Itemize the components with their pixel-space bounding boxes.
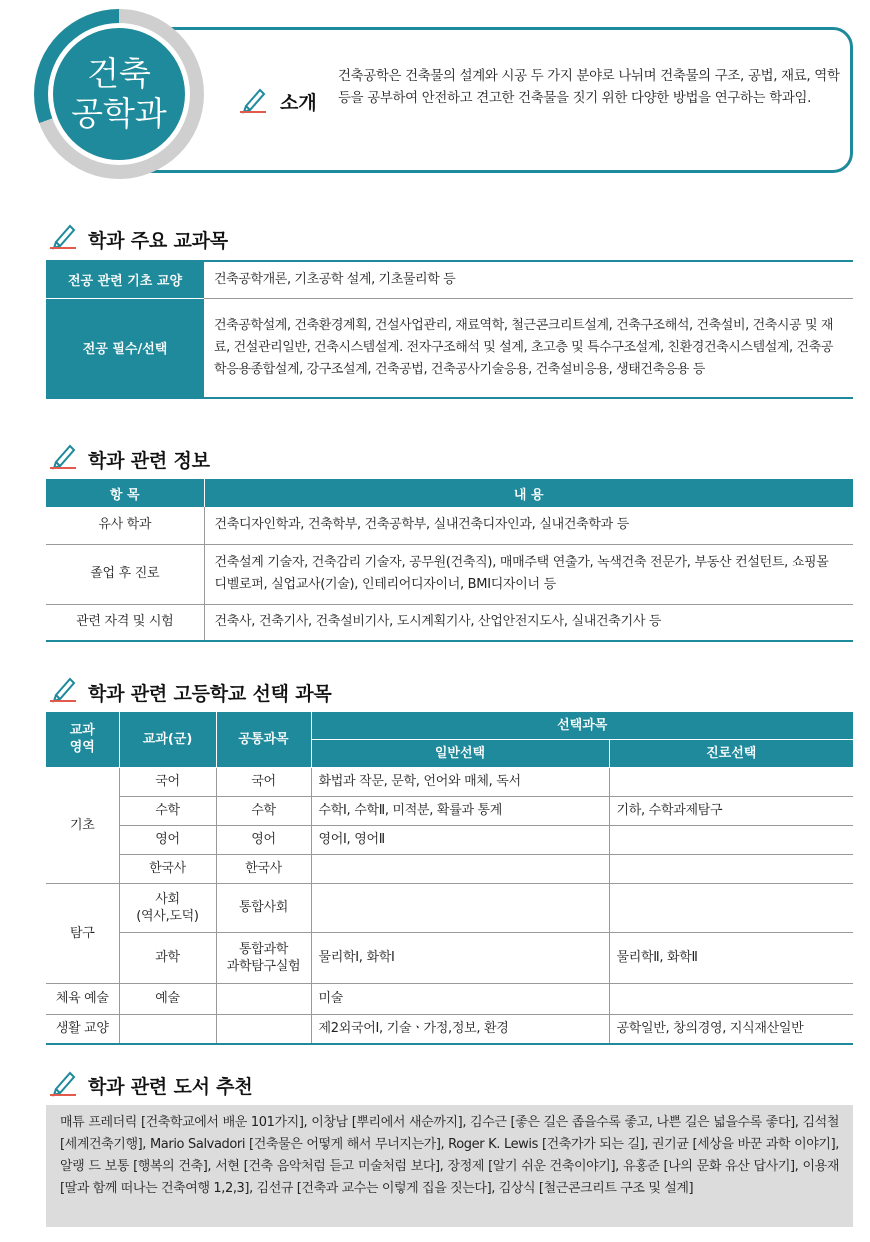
row-label: 유사 학과 (46, 507, 204, 544)
table-row (46, 298, 853, 398)
group-cell: 과학 (119, 932, 216, 983)
common-cell: 영어 (216, 825, 311, 854)
general-cell: 화법과 작문, 문학, 언어와 매체, 독서 (311, 767, 609, 796)
header-elective: 선택과목 (311, 712, 853, 739)
group-cell: 국어 (119, 767, 216, 796)
row-label: 관련 자격 및 시험 (46, 604, 204, 641)
header-general: 일반선택 (311, 739, 609, 767)
area-cell: 기초 (46, 767, 119, 883)
pencil-icon (48, 1067, 78, 1097)
common-cell: 통합과학 과학탐구실험 (216, 932, 311, 983)
department-badge (53, 28, 185, 160)
section-title-courses: 학과 주요 교과목 (88, 230, 228, 252)
section-title-info: 학과 관련 정보 (88, 450, 210, 472)
group-cell: 한국사 (119, 854, 216, 883)
row-label: 전공 관련 기초 교양 (46, 261, 204, 298)
row-value: 건축공학개론, 기초공학 설계, 기초물리학 등 (204, 261, 853, 298)
info-table (46, 479, 853, 642)
badge-line1: 건축 (87, 54, 151, 93)
table-row (46, 883, 853, 932)
table-row (46, 544, 853, 604)
header-career: 진로선택 (609, 739, 853, 767)
table-header-row (46, 712, 853, 739)
row-value: 건축공학설계, 건축환경계획, 건설사업관리, 재료역학, 철근콘크리트설계, 건축구조해석, 건축설비, 건축시공 및 재료, 건설관리일반, 건축시스템설계. 전자구조해석 및 설계, 초고층 및 특수구조설계, 친환경건축시스템설계, 건축공학응용종합설계, 강구조설계, 건축공법, 건축공사기술응용, 건축설비응용, 생태건축응용 등 (204, 298, 853, 398)
group-cell: 예술 (119, 983, 216, 1014)
courses-table (46, 260, 853, 399)
header-item: 항 목 (46, 479, 204, 507)
table-row (46, 507, 853, 544)
pencil-icon (48, 220, 78, 250)
row-value: 건축사, 건축기사, 건축설비기사, 도시계획기사, 산업안전지도사, 실내건축기사 등 (204, 604, 853, 641)
header-content: 내 용 (204, 479, 853, 507)
group-cell: 수학 (119, 796, 216, 825)
row-label: 전공 필수/선택 (46, 298, 204, 398)
common-cell: 수학 (216, 796, 311, 825)
general-cell (311, 883, 609, 932)
common-cell (216, 1014, 311, 1044)
table-row (46, 932, 853, 983)
table-header-row (46, 479, 853, 507)
group-cell: 영어 (119, 825, 216, 854)
row-label: 졸업 후 진로 (46, 544, 204, 604)
table-row (46, 604, 853, 641)
table-row (46, 1014, 853, 1044)
area-cell: 체육 예술 (46, 983, 119, 1014)
highschool-table (46, 712, 853, 1045)
general-cell: 영어Ⅰ, 영어Ⅱ (311, 825, 609, 854)
table-row (46, 854, 853, 883)
header-group: 교과(군) (119, 712, 216, 767)
group-cell (119, 1014, 216, 1044)
area-cell: 탐구 (46, 883, 119, 983)
intro-text: 건축공학은 건축물의 설계와 시공 두 가지 분야로 나뉘며 건축물의 구조, 공법, 재료, 역학 등을 공부하여 안전하고 견고한 건축물을 짓기 위한 다양한 방법을 연구하는 학과임. (338, 69, 840, 106)
pencil-icon (238, 84, 268, 114)
general-cell (311, 854, 609, 883)
general-cell: 수학Ⅰ, 수학Ⅱ, 미적분, 확률과 통계 (311, 796, 609, 825)
career-cell (609, 854, 853, 883)
row-value: 건축디자인학과, 건축학부, 건축공학부, 실내건축디자인과, 실내건축학과 등 (204, 507, 853, 544)
general-cell: 제2외국어Ⅰ, 기술ㆍ가정,정보, 환경 (311, 1014, 609, 1044)
header-area: 교과 영역 (46, 712, 119, 767)
area-cell: 생활 교양 (46, 1014, 119, 1044)
career-cell (609, 767, 853, 796)
common-cell (216, 983, 311, 1014)
career-cell: 물리학Ⅱ, 화학Ⅱ (609, 932, 853, 983)
table-row (46, 261, 853, 298)
row-value: 건축설계 기술자, 건축감리 기술자, 공무원(건축직), 매매주택 연출가, 녹색건축 전문가, 부동산 컨설턴트, 쇼핑몰 디벨로퍼, 실업교사(기술), 인테리어디자이너, BMI디자이너 등 (204, 544, 853, 604)
group-cell: 사회 (역사,도덕) (119, 883, 216, 932)
career-cell (609, 883, 853, 932)
book-recommendations: 매튜 프레더릭 [건축학교에서 배운 101가지], 이창남 [뿌리에서 새순까지], 김수근 [좋은 길은 좁을수록 좋고, 나쁜 길은 넓을수록 좋다], 김석철 [세계건축기행], Mario Salvadori [건축물은 어떻게 해서 무너지는가], Roger K. Lewis [건축가가 되는 길], 권기균 [세상을 바꾼 과학 이야기], 알랭 드 보통 [행복의 건축], 서현 [건축 음악처럼 듣고 미술처럼 보다], 장정제 [알기 쉬운 건축이야기], 유홍준 [나의 문화 유산 답사기], 이용재 [딸과 함께 떠나는 건축여행 1,2,3], 김선규 [건축과 교수는 이렇게 집을 짓는다], 김상식 [철근콘크리트 구조 및 설계] (46, 1105, 853, 1227)
career-cell: 공학일반, 창의경영, 지식재산일반 (609, 1014, 853, 1044)
pencil-icon (48, 673, 78, 703)
pencil-icon (48, 440, 78, 470)
table-row (46, 767, 853, 796)
common-cell: 한국사 (216, 854, 311, 883)
common-cell: 국어 (216, 767, 311, 796)
general-cell: 미술 (311, 983, 609, 1014)
section-title-highschool: 학과 관련 고등학교 선택 과목 (88, 683, 332, 705)
table-row (46, 796, 853, 825)
career-cell (609, 825, 853, 854)
table-row (46, 825, 853, 854)
general-cell: 물리학Ⅰ, 화학Ⅰ (311, 932, 609, 983)
header-common: 공통과목 (216, 712, 311, 767)
career-cell: 기하, 수학과제탐구 (609, 796, 853, 825)
common-cell: 통합사회 (216, 883, 311, 932)
badge-line2: 공학과 (71, 94, 167, 133)
table-row (46, 983, 853, 1014)
section-title-books: 학과 관련 도서 추천 (88, 1076, 253, 1098)
intro-label: 소개 (280, 92, 317, 114)
career-cell (609, 983, 853, 1014)
